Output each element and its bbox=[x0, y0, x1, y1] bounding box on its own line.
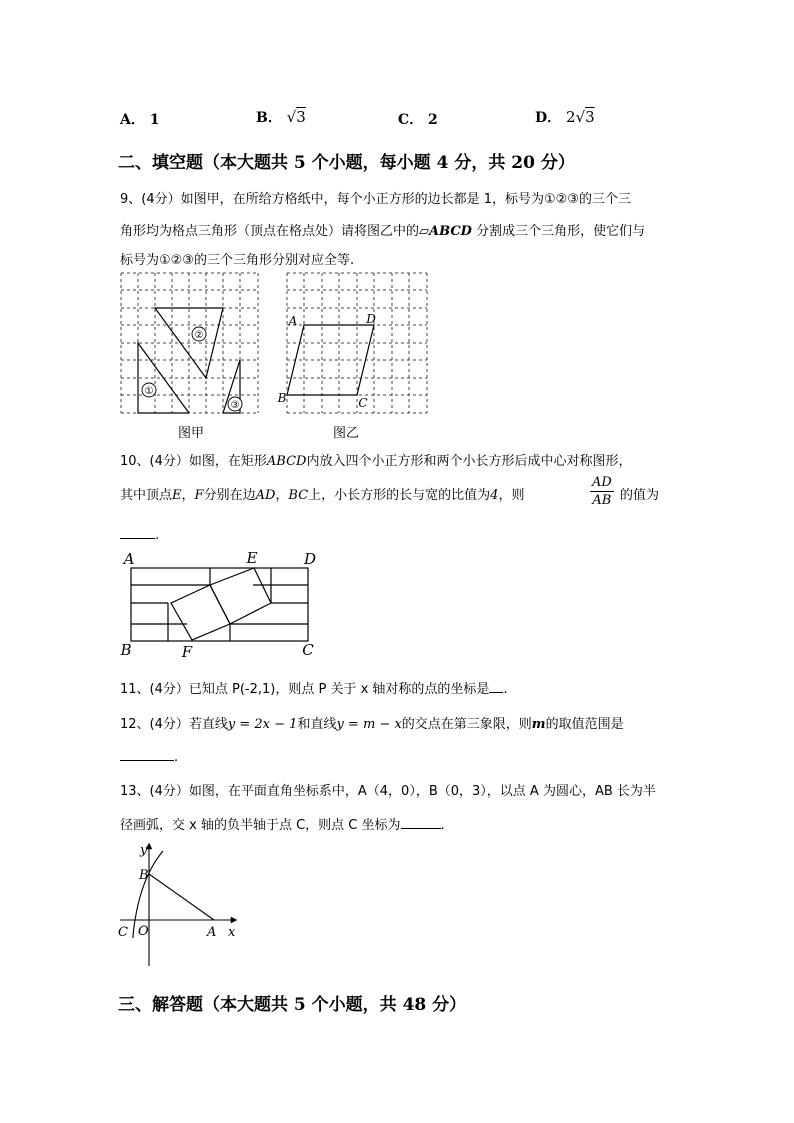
q10-frac-den: AB bbox=[592, 493, 612, 508]
option-c-value: 2 bbox=[428, 112, 438, 128]
q10-frac-num: AD bbox=[592, 475, 612, 490]
label-y: y bbox=[140, 843, 148, 858]
q12-line1 bbox=[120, 713, 624, 732]
q12-period: . bbox=[174, 750, 179, 765]
q10-line1 bbox=[120, 450, 631, 469]
q10-ratio: 4 bbox=[490, 488, 499, 503]
option-a-letter: A． bbox=[120, 112, 145, 128]
section3-title: 三、解答题（本大题共 5 个小题，共 48 分） bbox=[118, 995, 467, 1015]
section2-title: 二、填空题（本大题共 5 个小题，每小题 4 分，共 20 分） bbox=[118, 153, 575, 173]
q11-text: 11、(4分）已知点 P(-2,1)，则点 P 关于 x 轴对称的点的坐标是 bbox=[120, 682, 490, 697]
q9-line2-text-end: 分割成三个三角形，使它们与 bbox=[471, 224, 646, 239]
q10-rect-label: ABCD bbox=[266, 454, 307, 469]
option-a bbox=[120, 109, 160, 129]
option-d-expr: 2√3 bbox=[566, 108, 595, 126]
q10-point-f: F bbox=[194, 488, 204, 503]
option-d-letter: D． bbox=[535, 110, 562, 126]
q10-answer-blank[interactable] bbox=[120, 526, 155, 539]
q10-label-a: A bbox=[123, 550, 135, 568]
q12-answer-blank[interactable] bbox=[120, 748, 174, 761]
q13-period: . bbox=[440, 818, 445, 833]
q13-text: 径画弧，交 x 轴的负半轴于点 C，则点 C 坐标为 bbox=[120, 818, 401, 833]
q12-t1: 12、(4分）若直线 bbox=[120, 717, 228, 732]
q10-t2: ， bbox=[181, 488, 195, 503]
q12-answer-line bbox=[120, 748, 178, 765]
label-2: ② bbox=[194, 330, 204, 341]
q10-t5: 上，小长方形的长与宽的比值为 bbox=[308, 488, 491, 503]
q10-line2-end: 的值为 bbox=[620, 488, 660, 503]
q10-point-e: E bbox=[172, 488, 182, 503]
label-a: A bbox=[207, 925, 217, 940]
q10-t4: ， bbox=[275, 488, 289, 503]
q11-line bbox=[120, 678, 508, 697]
q9-line2 bbox=[120, 220, 645, 239]
q9-figure-yi bbox=[276, 272, 436, 417]
q10-period: . bbox=[155, 528, 160, 543]
q9-caption-yi: 图乙 bbox=[333, 426, 360, 441]
option-b-letter: B． bbox=[256, 110, 282, 126]
q12-eq1: y = 2x − 1 bbox=[227, 717, 298, 732]
option-d-value: 3 bbox=[585, 108, 595, 126]
q10-line1-text-end: 内放入四个小正方形和两个小长方形后成中心对称图形， bbox=[306, 454, 632, 469]
q10-label-e: E bbox=[246, 549, 258, 567]
q9-jia-grid bbox=[121, 273, 258, 413]
option-d-coef: 2 bbox=[566, 108, 576, 126]
q10-t3: 分别在边 bbox=[203, 488, 256, 503]
option-c bbox=[398, 109, 438, 129]
q9-line2-text: 角形均为格点三角形（顶点在格点处）请将图乙中的 bbox=[120, 224, 420, 239]
segment-ab bbox=[149, 874, 214, 920]
q10-label-d: D bbox=[303, 550, 317, 568]
q13-line1: 13、(4分）如图，在平面直角坐标系中，A（4，0），B（0，3），以点 A 为圆心，AB 长为半 bbox=[120, 784, 656, 799]
q9-yi-grid bbox=[287, 273, 427, 413]
q13-figure bbox=[112, 838, 242, 970]
q10-answer-line bbox=[120, 526, 159, 543]
q10-label-f: F bbox=[181, 643, 193, 660]
option-b bbox=[256, 107, 306, 127]
option-d bbox=[535, 107, 595, 127]
q11-period: . bbox=[503, 682, 508, 697]
sqrt-symbol: √3 bbox=[286, 108, 306, 126]
label-1: ① bbox=[144, 386, 154, 397]
q9-parallelogram-label: ▱ABCD bbox=[419, 224, 472, 239]
q12-t3: 的交点在第三象限，则 bbox=[401, 717, 532, 732]
q12-eq2: y = m − x bbox=[336, 717, 402, 732]
vertex-c: C bbox=[358, 396, 368, 410]
q13-line2 bbox=[120, 814, 445, 833]
q10-side-ad: AD bbox=[255, 488, 276, 503]
q9-figure-jia bbox=[120, 272, 262, 417]
q13-answer-blank[interactable] bbox=[401, 816, 441, 829]
q10-fraction bbox=[590, 474, 614, 509]
q10-label-c: C bbox=[302, 641, 314, 659]
vertex-d: D bbox=[366, 312, 376, 326]
q10-side-bc: BC bbox=[288, 488, 309, 503]
vertex-b: B bbox=[277, 391, 287, 405]
label-o: O bbox=[138, 924, 149, 939]
vertex-a: A bbox=[288, 314, 298, 328]
q9-line3: 标号为①②③的三个三角形分别对应全等. bbox=[120, 253, 355, 268]
label-c: C bbox=[118, 925, 128, 940]
q10-t1: 其中顶点 bbox=[120, 488, 173, 503]
option-a-value: 1 bbox=[149, 112, 160, 128]
q12-var-m: m bbox=[531, 717, 546, 732]
option-b-value: 3 bbox=[296, 108, 306, 126]
q10-figure bbox=[116, 548, 322, 660]
q10-label-b: B bbox=[120, 641, 132, 659]
q10-line2 bbox=[120, 484, 524, 503]
label-x: x bbox=[228, 925, 236, 940]
tilted-square-left bbox=[171, 585, 230, 640]
label-3: ③ bbox=[230, 400, 240, 411]
q12-t2: 和直线 bbox=[297, 717, 337, 732]
q10-t6: ，则 bbox=[498, 488, 525, 503]
q10-line1-text: 10、(4分）如图，在矩形 bbox=[120, 454, 267, 469]
label-b: B bbox=[139, 868, 149, 883]
q12-t4: 的取值范围是 bbox=[545, 717, 624, 732]
tilted-square-right bbox=[210, 568, 271, 624]
q9-caption-jia: 图甲 bbox=[178, 426, 205, 441]
q9-line1: 9、(4分）如图甲，在所给方格纸中，每个小正方形的边长都是 1，标号为①②③的三个三 bbox=[120, 192, 631, 207]
q11-answer-blank[interactable] bbox=[489, 680, 503, 693]
option-c-letter: C． bbox=[398, 112, 424, 128]
